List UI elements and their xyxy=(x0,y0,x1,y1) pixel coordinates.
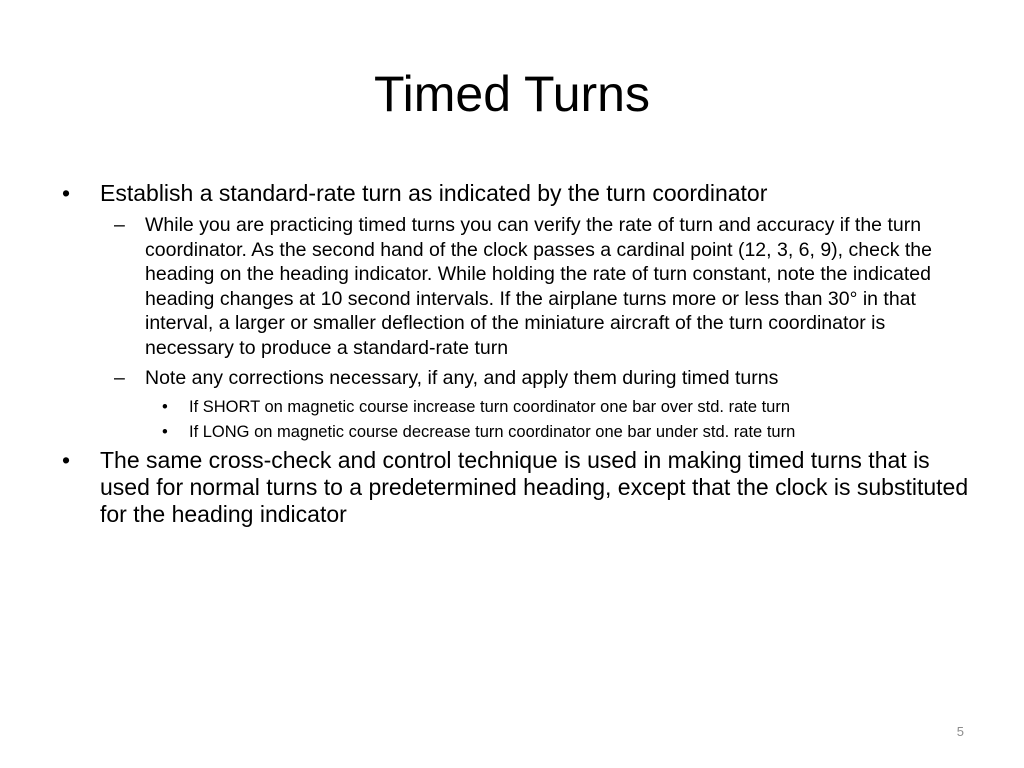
bullet-text: Establish a standard-rate turn as indicated by the turn coordinator xyxy=(100,180,768,206)
sub-bullet-item xyxy=(114,213,970,360)
bullet-item xyxy=(60,180,970,207)
sub-sub-bullet-text: If LONG on magnetic course decrease turn coordinator one bar under std. rate turn xyxy=(189,422,796,441)
sub-bullet-text: While you are practicing timed turns you can verify the rate of turn and accuracy if the turn coordinator. As the second hand of the clock passes a cardinal point (12, 3, 6, 9), check the heading on the heading indicator. While holding the rate of turn constant, note the indicated heading changes at 10 second intervals. If the airplane turns more or less than 30° in that interval, a larger or smaller deflection of the miniature aircraft of the turn coordinator is necessary to produce a standard-rate turn xyxy=(145,214,932,359)
page-number: 5 xyxy=(956,724,964,739)
sub-bullet-item xyxy=(114,366,970,391)
bullet-icon: • xyxy=(62,180,71,206)
dash-icon: – xyxy=(114,214,125,236)
sub-sub-bullet-text: If SHORT on magnetic course increase turn coordinator one bar over std. rate turn xyxy=(189,397,791,416)
slide-body xyxy=(60,180,970,534)
dash-icon: – xyxy=(114,367,125,389)
slide-title: Timed Turns xyxy=(373,66,650,122)
bullet-text: The same cross-check and control technique is used in making timed turns that is used for normal turns to a predetermined heading, except that the clock is substituted for the heading indicator xyxy=(100,446,969,527)
sub-bullet-text: Note any corrections necessary, if any, and apply them during timed turns xyxy=(145,367,779,389)
bullet-icon: • xyxy=(162,422,168,441)
bullet-icon: • xyxy=(62,446,71,473)
sub-sub-bullet-item xyxy=(162,397,970,418)
sub-sub-bullet-item xyxy=(162,422,970,443)
bullet-item xyxy=(60,447,970,528)
bullet-icon: • xyxy=(162,397,168,416)
